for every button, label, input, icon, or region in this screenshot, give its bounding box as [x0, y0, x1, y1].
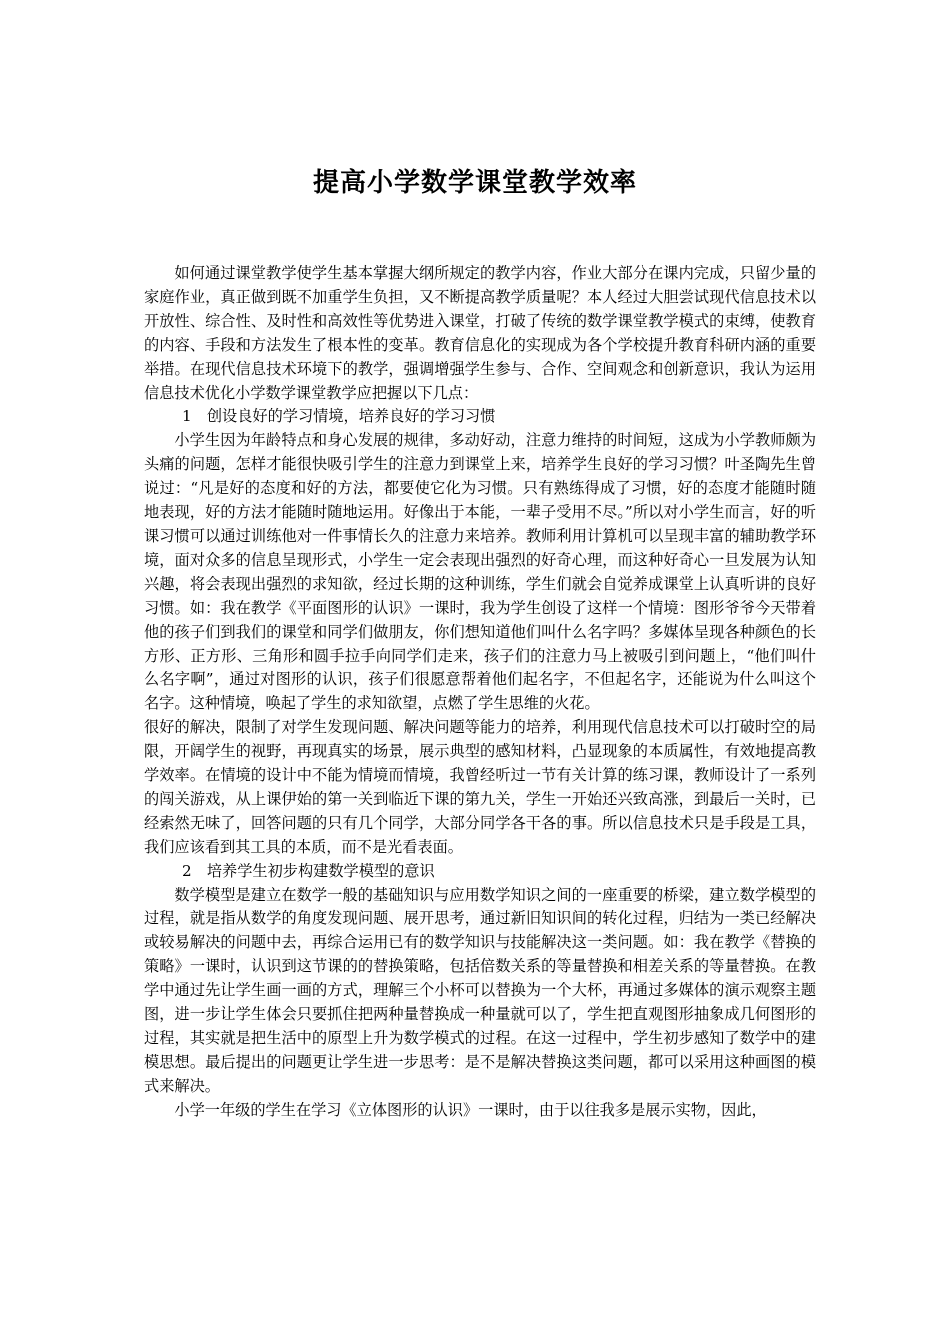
section-heading-2: 2 培养学生初步构建数学模型的意识: [182, 861, 435, 880]
paragraph-section-1: 小学生因为年龄特点和身心发展的规律，多动好动，注意力维持的时间短，这成为小学教师颇为头痛的问题，怎样才能很快吸引学生的注意力到课堂上来，培养学生良好的学习习惯？叶圣陶先生曾说过：“凡是好的态度和好的方法，都要使它化为习惯。只有熟练得成了习惯，好的态度才能随时随地表现，好的方法才能随时随地运用。好像出于本能，一辈子受用不尽。”所以对小学生而言，好的听课习惯可以通过训练他对一件事情长久的注意力来培养。教师利用计算机可以呈现丰富的辅助教学环境，面对众多的信息呈现形式，小学生一定会表现出强烈的好奇心理，而这种好奇心一旦发展为认知兴趣，将会表现出强烈的求知欲，经过长期的这种训练，学生们就会自觉养成课堂上认真听讲的良好习惯。如：我在教学《平面图形的认识》一课时，我为学生创设了这样一个情境：图形爷爷今天带着他的孩子们到我们的课堂和同学们做朋友，你们想知道他们叫什么名字吗？多媒体呈现各种颜色的长方形、正方形、三角形和圆手拉手向同学们走来，孩子们的注意力马上被吸引到问题上，“他们叫什么名字啊”，通过对图形的认识，孩子们很愿意帮着他们起名字，不但起名字，还能说为什么叫这个名字。这种情境，唤起了学生的求知欲望，点燃了学生思维的火花。: [144, 431, 816, 713]
document-title: 提高小学数学课堂教学效率: [312, 168, 637, 199]
paragraph-section-2: 数学模型是建立在数学一般的基础知识与应用数学知识之间的一座重要的桥梁，建立数学模型的过程，就是指从数学的角度发现问题、展开思考，通过新旧知识间的转化过程，归结为一类已经解决或较易解决的问题中去，再综合运用已有的数学知识与技能解决这一类问题。如：我在教学《替换的策略》一课时，认识到这节课的的替换策略，包括倍数关系的等量替换和相差关系的等量替换。在教学中通过先让学生画一画的方式，理解三个小杯可以替换为一个大杯，再通过多媒体的演示观察主题图，进一步让学生体会只要抓住把两种量替换成一种量就可以了，学生把直观图形抽象成几何图形的过程，其实就是把生活中的原型上升为数学模式的过程。在这一过程中，学生初步感知了数学中的建模思想。最后提出的问题更让学生进一步思考：是不是解决替换这类问题，都可以采用这种画图的模式来解决。: [144, 885, 816, 1095]
document-body: [144, 262, 816, 1123]
paragraph-intro: 如何通过课堂教学使学生基本掌握大纲所规定的教学内容，作业大部分在课内完成，只留少量的家庭作业，真正做到既不加重学生负担，又不断提高教学质量呢？本人经过大胆尝试现代信息技术以开放性、综合性、及时性和高效性等优势进入课堂，打破了传统的数学课堂教学模式的束缚，使教育的内容、手段和方法发生了根本性的变革。教育信息化的实现成为各个学校提升教育科研内涵的重要举措。在现代信息技术环境下的教学，强调增强学生参与、合作、空间观念和创新意识，我认为运用信息技术优化小学数学课堂教学应把握以下几点：: [144, 264, 816, 402]
paragraph-section-2-continued: 小学一年级的学生在学习《立体图形的认识》一课时，由于以往我多是展示实物，因此，: [174, 1100, 767, 1119]
section-heading-1: 1 创设良好的学习情境，培养良好的学习习惯: [182, 407, 496, 426]
paragraph-continuation: 很好的解决，限制了对学生发现问题、解决问题等能力的培养，利用现代信息技术可以打破时空的局限，开阔学生的视野，再现真实的场景，展示典型的感知材料，凸显现象的本质属性，有效地提高教学效率。在情境的设计中不能为情境而情境，我曾经听过一节有关计算的练习课，教师设计了一系列的闯关游戏，从上课伊始的第一关到临近下课的第九关，学生一开始还兴致高涨，到最后一关时，已经索然无味了，回答问题的只有几个同学，大部分同学各干各的事。所以信息技术只是手段是工具，我们应该看到其工具的本质，而不是光看表面。: [144, 718, 816, 856]
